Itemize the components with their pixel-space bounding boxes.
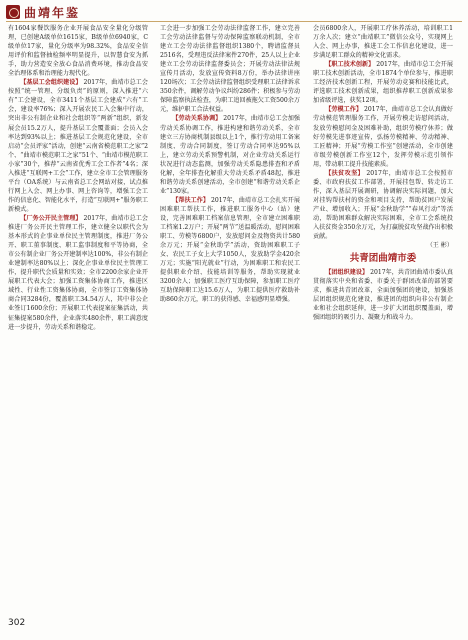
column-3 [313,24,453,322]
paragraph [160,114,300,195]
page-header [0,0,468,22]
section-text: 2017年，曲靖市总工会加强劳动关系协调工作，推进构建和谐劳动关系，全市建立三方协商机制县级以上1个，推行劳动用工备案制度、劳动合同制度，签订劳动合同率达95%以上，建立劳动关系预警机制，对企业劳动关系运行状况进行动态监测，加强劳动关系隐患排查和矛盾化解，全年排查化解重大劳动关系矛盾48起，推进和谐劳动关系创建活动，全市创建“和谐劳动关系企业”130家。 [160,115,301,195]
section-text: 2017年，曲靖市总工会按照“统一管理、分级负责”的原则，深入推进“六有”工会建设，全市3411个基层工会建成“六有”工会，建设率76%；深入开展农民工入会集中行动，突出非公有制企业和社会组织等“两新”组织，新发展会员15.2万人，提升基层工会覆盖面；会员入会率达到93%以上；推进基层工会规范化建设，全市启动“会员评家”活动，创建“云南省模范职工之家”2个、“曲靖市模范职工之家”51个、“曲靖市模范职工小家”30个，推荐“云南省优秀工会工作者”4名；深入推进“互联网+工会”工作，建立全市工会管理服务平台（OA系统）与云南省总工会网站对接，试点推行网上入会、网上办事、网上咨询等，增强工会工作的信息化、智能化水平，打造“互联网+”服务职工新模式。 [8,79,149,213]
paragraph: 有1604家餐饮服务企业开展食品安全量化分级管理，已创建A级单位1615家，B级单位6940家，C级单位17家，量化分级率为98.32%，食品安全信用评价和监督抽检频率明显提升，以智慧食安为抓手，助力营造安全放心食品消费环境，推动食品安全治理体系和治理能力现代化。 [8,25,148,78]
section-heading: 【扶贫攻坚】 [325,169,365,177]
yearbook-logo-icon [6,5,20,19]
page-number: 302 [8,618,26,628]
paragraph: 会员6800余人，开展职工疗休养活动，培训职工1万余人次；建立“曲靖职工”微信公众号，实现网上入会、网上办事，推进工会工作信息化建设，进一步满足职工群众的精神文化需求。 [313,25,453,60]
paragraph [8,78,148,214]
section-text: 2017年，曲靖市总工会推进厂务公开民主管理工作，建立健全以职代会为基本形式的企事业单位民主管理制度，推进厂务公开、职工董事制度、职工监事制度和平等协商，全市公有制企业厂务公开建制率达100%，非公有制企业建制率达80%以上；深化企事业单位民主管理工作，提升职代会质量和实效；全市2200余家企业开展职工代表大会；加强工资集体协商工作，推进区域性、行业性工资集体协商，全市签订工资集体协商合同3284份，覆盖职工34.54万人，其中非公企业签订1600余份；开展职工代表提案征集活动，共征集提案580余件，企业落实480余件，职工满意度进一步提升，劳动关系和谐稳定。 [8,214,149,331]
paragraph [160,196,300,305]
section-text: 2017年，曲靖市总工会按照市委、市政府扶贫工作部署，开展挂包帮、转走访工作，深入基层开展调研，协调解决实际问题，加大对挂钩帮扶村的资金和项目支持，帮助贫困户发展产业、增加收入；开展“金秋助学”“春风行动”等活动，帮助困难群众解决实际困难，全市工会系统投入扶贫资金350余万元，为打赢脱贫攻坚战作出积极贡献。 [313,169,454,241]
author-signature: （王 彬） [426,242,453,250]
section-heading: 【厂务公开民主管理】 [20,214,82,222]
section-heading: 【团组织建设】 [325,269,369,277]
section-heading: 【职工技术创新】 [325,61,375,69]
column-2 [160,24,300,304]
column-1 [8,24,148,332]
running-title: 曲靖年鉴 [24,6,81,20]
section-heading: 【帮扶工作】 [172,196,209,204]
section-heading: 【劳模工作】 [325,106,362,114]
section-heading: 【劳动关系协调】 [172,115,222,123]
paragraph [8,214,148,332]
paragraph: 工会进一步加强工会劳动法律监督工作，建立完善工会劳动法律监督与劳动保障监察联动机制，全市建立工会劳动法律监督组织1380个，聘请监督员2516名，受理违反法律案件270件，25人以上企业建立工会劳动法律监督委员会；开展劳动法律法规宣传月活动，发放宣传资料8万份，举办法律讲座120场次；工会劳动法律监督组织受理职工法律诉求350余件，调解劳动争议纠纷286件；积极参与劳动保障监察执法检查，为职工追回被拖欠工资500余万元，维护职工合法权益。 [160,25,300,114]
section-text: 2017年，曲靖市总工会认真做好劳动模范管理服务工作，开展劳模走访慰问活动，发放劳模慰问金及困难补助，组织劳模疗休养；做好劳模先进事迹宣传，弘扬劳模精神、劳动精神、工匠精神；开展“劳模工作室”创建活动，全市创建市级劳模创新工作室12个，发挥劳模示范引领作用，带动职工提升技能素质。 [313,106,454,168]
chapter-heading: 共青团曲靖市委 [349,253,417,265]
section-text: 2017年，曲靖市总工会开展职工技术创新活动，全市1874个单位参与，推进职工经济技术创新工程，开展劳动竞赛和技能比武，评选职工技术创新成果，组织推荐职工创新成果参加省级评选，获奖12项。 [313,61,454,105]
paragraph [313,60,453,105]
header-rule [6,21,462,22]
section-text: 2017年，曲靖市总工会扎实开展困难职工帮扶工作，推进职工服务中心（站）建设，完善困难职工档案信息管理，全市建立困难职工档案1.2万户；开展“两节”送温暖活动，慰问困难职工、劳模等6800户，发放慰问金及物资共计580余万元；开展“金秋助学”活动，资助困难职工子女、农民工子女上大学1050人，发放助学金420余万元；实施“阳光就业”行动，为困难职工和农民工提供职业介绍、技能培训等服务，帮助实现就业3200余人；加强职工医疗互助保障，参加职工医疗互助保障职工达15.6万人，为职工提供医疗救助补助860余万元，职工的获得感、幸福感明显增强。 [160,196,301,304]
paragraph [313,105,453,168]
paragraph [313,268,453,322]
section-text: 2017年，共青团曲靖市委认真贯彻落实中央和省委、市委关于群团改革的部署要求，推进共青团改革，全面加强团的建设，加强基层团组织规范化建设，推进团的组织向非公有制企业和社会组织延伸，进一步扩大团组织覆盖面，增强团组织的吸引力、凝聚力和战斗力。 [313,269,454,322]
section-heading: 【基层工会组织建设】 [20,79,82,87]
paragraph [313,169,453,241]
